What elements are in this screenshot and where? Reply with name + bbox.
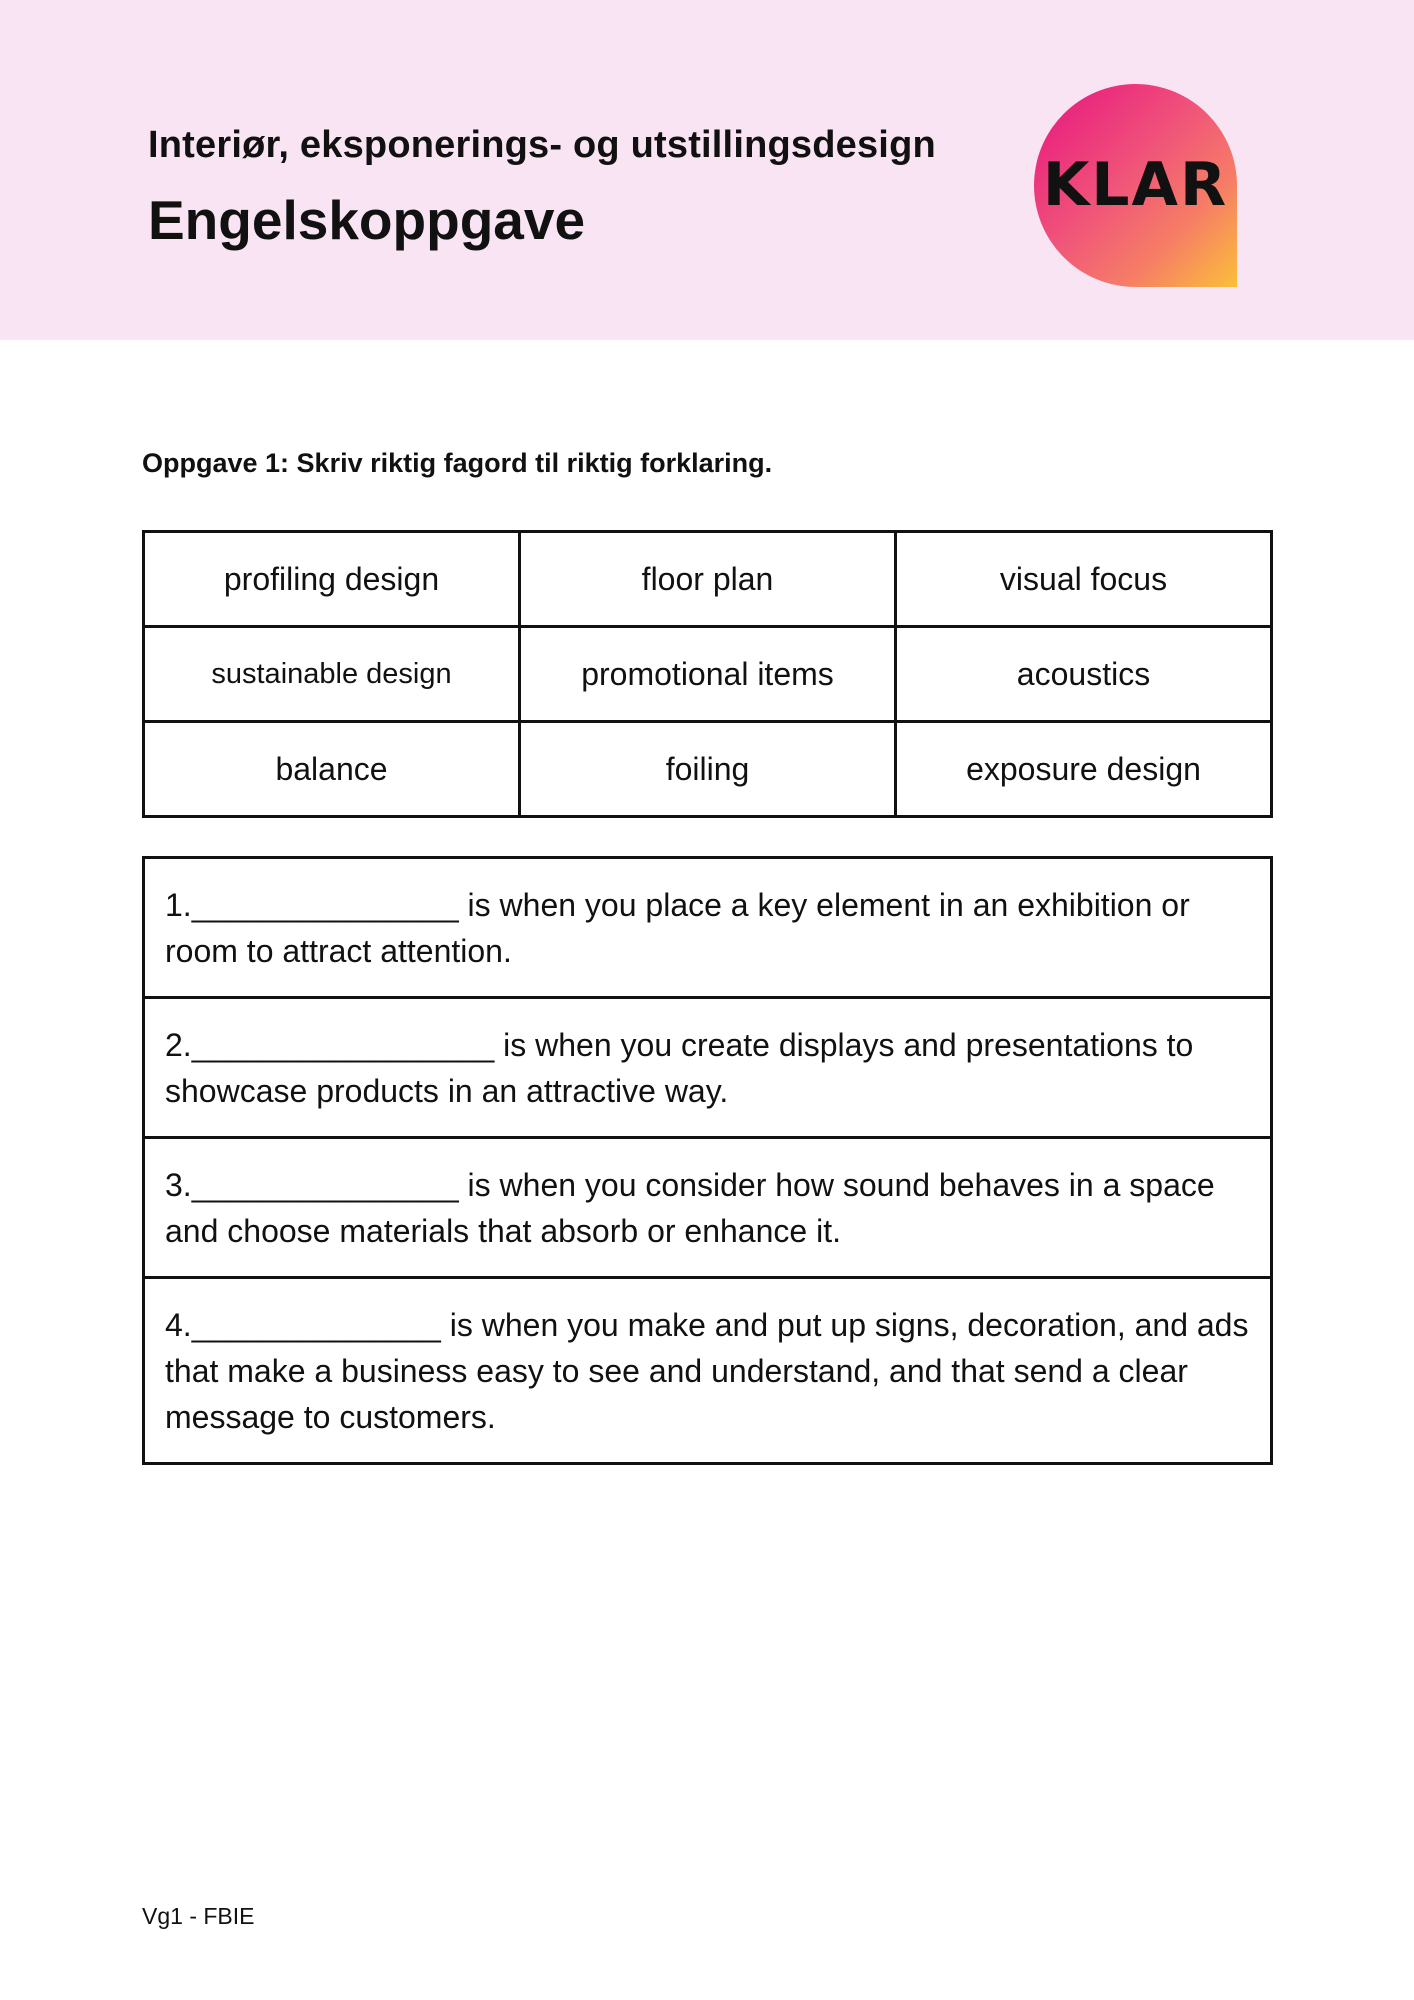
word-bank-cell: floor plan: [520, 532, 896, 627]
word-bank-row: [144, 722, 1272, 817]
definition-row: [144, 1278, 1272, 1464]
word-bank-row: [144, 532, 1272, 627]
page-subtitle: Interiør, eksponerings- og utstillingsdesign: [148, 124, 936, 166]
definition-text: 2._________________ is when you create displays and presentations to showcase products in an attractive way.: [144, 998, 1272, 1138]
definition-row: [144, 1138, 1272, 1278]
definition-text: 4.______________ is when you make and put up signs, decoration, and ads that make a business easy to see and understand, and that send a clear message to customers.: [144, 1278, 1272, 1464]
word-bank-cell: balance: [144, 722, 520, 817]
definition-row: [144, 998, 1272, 1138]
word-bank-cell: sustainable design: [144, 627, 520, 722]
word-bank-table: [142, 530, 1273, 818]
word-bank-cell: acoustics: [896, 627, 1272, 722]
definition-text: 1._______________ is when you place a key element in an exhibition or room to attract attention.: [144, 858, 1272, 998]
definitions-table: [142, 856, 1273, 1465]
definition-text: 3._______________ is when you consider how sound behaves in a space and choose materials that absorb or enhance it.: [144, 1138, 1272, 1278]
word-bank-cell: profiling design: [144, 532, 520, 627]
klar-logo: [1034, 84, 1237, 287]
task-instruction: Oppgave 1: Skriv riktig fagord til riktig forklaring.: [142, 448, 773, 478]
word-bank-cell: foiling: [520, 722, 896, 817]
page-title: Engelskoppgave: [148, 189, 586, 251]
footer-label: Vg1 - FBIE: [142, 1903, 255, 1929]
definition-row: [144, 858, 1272, 998]
logo-text: KLAR: [1042, 150, 1229, 220]
word-bank-cell: promotional items: [520, 627, 896, 722]
word-bank-row: [144, 627, 1272, 722]
word-bank-cell: visual focus: [896, 532, 1272, 627]
word-bank-cell: exposure design: [896, 722, 1272, 817]
